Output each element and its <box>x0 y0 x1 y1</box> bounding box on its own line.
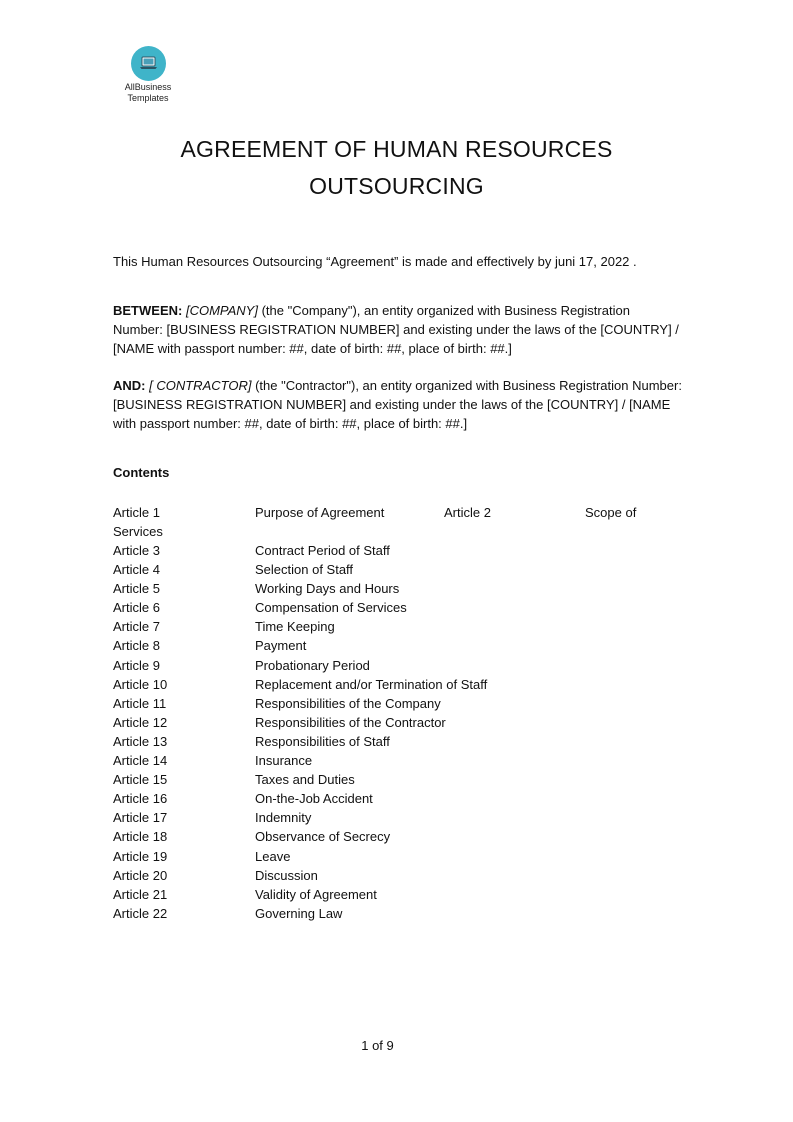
toc-row-first <box>113 503 673 541</box>
toc-article-title: Replacement and/or Termination of Staff <box>255 676 488 692</box>
toc-article-number: Article 5 <box>113 581 160 597</box>
and-label: AND: <box>113 378 146 393</box>
toc-article-title: Time Keeping <box>255 619 335 635</box>
toc-row <box>113 770 673 789</box>
toc-article-number: Article 8 <box>113 638 160 654</box>
toc-row <box>113 636 673 655</box>
toc-article-title: Governing Law <box>255 905 343 921</box>
toc-row <box>113 675 673 694</box>
toc-article-title: Validity of Agreement <box>255 886 377 902</box>
toc-article-number: Article 6 <box>113 600 160 616</box>
toc-article-title: Responsibilities of the Contractor <box>255 714 446 730</box>
toc-article-number: Article 15 <box>113 772 168 788</box>
and-paragraph <box>113 376 683 433</box>
toc-row <box>113 847 673 866</box>
toc-row <box>113 866 673 885</box>
logo-text-line1: AllBusiness <box>124 82 172 92</box>
toc-article-title: Compensation of Services <box>255 600 407 616</box>
toc-article-number: Article 12 <box>113 714 168 730</box>
toc-article-number: Article 17 <box>113 810 168 826</box>
between-text: (the "Company"), an entity organized with Business Registration Number: [BUSINESS REGISTRATION NUMBER] and existing under the laws of the [COUNTRY] / [NAME with passport number: ##, date of birth: ##, place of birth: ##.] <box>113 303 679 356</box>
toc-article-title: Payment <box>255 638 307 654</box>
toc-article-title: Scope of <box>585 505 637 520</box>
toc-row <box>113 751 673 770</box>
toc-article-title: Contract Period of Staff <box>255 543 390 558</box>
and-text: (the "Contractor"), an entity organized with Business Registration Number: [BUSINESS REGISTRATION NUMBER] and existing under the laws of the [COUNTRY] / [NAME with passport number: ##, date of birth: ##, place of birth: ##.] <box>113 378 682 431</box>
contents-heading: Contents <box>113 465 170 480</box>
toc-article-title: Responsibilities of the Company <box>255 695 441 711</box>
toc-article-number: Article 13 <box>113 733 168 749</box>
page-number: 1 of 9 <box>361 1038 394 1053</box>
toc-article-number: Article 4 <box>113 562 160 578</box>
contractor-placeholder: [ CONTRACTOR] <box>149 378 252 393</box>
document-title <box>0 131 793 205</box>
toc-article-title: Working Days and Hours <box>255 581 400 597</box>
toc-article-number: Article 3 <box>113 543 160 558</box>
toc-rows <box>113 541 673 923</box>
toc-row <box>113 694 673 713</box>
toc-article-number: Article 1 <box>113 505 160 520</box>
toc-row <box>113 617 673 636</box>
toc-row <box>113 808 673 827</box>
toc-article-title: Responsibilities of Staff <box>255 733 390 749</box>
toc-article-title: Insurance <box>255 753 313 769</box>
title-line-2: OUTSOURCING <box>309 173 484 199</box>
toc-row <box>113 904 673 923</box>
toc-article-title: Taxes and Duties <box>255 772 355 788</box>
logo-badge <box>131 46 166 81</box>
laptop-icon <box>139 55 158 71</box>
toc-article-number: Article 18 <box>113 829 168 845</box>
table-of-contents <box>113 503 673 923</box>
toc-article-title: On-the-Job Accident <box>255 791 373 807</box>
toc-row <box>113 885 673 904</box>
toc-article-number: Article 16 <box>113 791 168 807</box>
toc-row <box>113 560 673 579</box>
between-paragraph <box>113 301 683 358</box>
toc-article-number: Article 2 <box>444 505 491 520</box>
toc-row <box>113 789 673 808</box>
title-line-1: AGREEMENT OF HUMAN RESOURCES <box>180 136 613 162</box>
toc-article-number: Article 22 <box>113 905 168 921</box>
toc-article-title: Discussion <box>255 867 318 883</box>
toc-row <box>113 713 673 732</box>
toc-article-title: Purpose of Agreement <box>255 505 385 520</box>
toc-article-number: Article 20 <box>113 867 168 883</box>
between-label: BETWEEN: <box>113 303 183 318</box>
toc-article-title: Leave <box>255 848 291 864</box>
toc-row <box>113 732 673 751</box>
toc-row <box>113 656 673 675</box>
toc-article-title: Probationary Period <box>255 657 370 673</box>
logo-text-line2: Templates <box>127 93 169 103</box>
toc-row <box>113 827 673 846</box>
toc-row <box>113 541 673 560</box>
brand-logo <box>118 46 178 103</box>
intro-paragraph: This Human Resources Outsourcing “Agreement” is made and effectively by juni 17, 2022 . <box>113 254 637 269</box>
company-placeholder: [COMPANY] <box>185 303 258 318</box>
toc-article-number: Article 10 <box>113 676 168 692</box>
toc-article-number: Article 14 <box>113 753 168 769</box>
toc-article-title: Observance of Secrecy <box>255 829 391 845</box>
toc-row <box>113 598 673 617</box>
toc-article-number: Article 21 <box>113 886 168 902</box>
toc-article-number: Article 9 <box>113 657 160 673</box>
toc-article-number: Article 11 <box>113 695 167 711</box>
toc-article-title: Indemnity <box>255 810 312 826</box>
toc-article-number: Article 19 <box>113 848 168 864</box>
toc-row <box>113 579 673 598</box>
toc-article-title: Selection of Staff <box>255 562 354 578</box>
toc-article-title-wrap: Services <box>113 524 163 539</box>
toc-article-number: Article 7 <box>113 619 160 635</box>
